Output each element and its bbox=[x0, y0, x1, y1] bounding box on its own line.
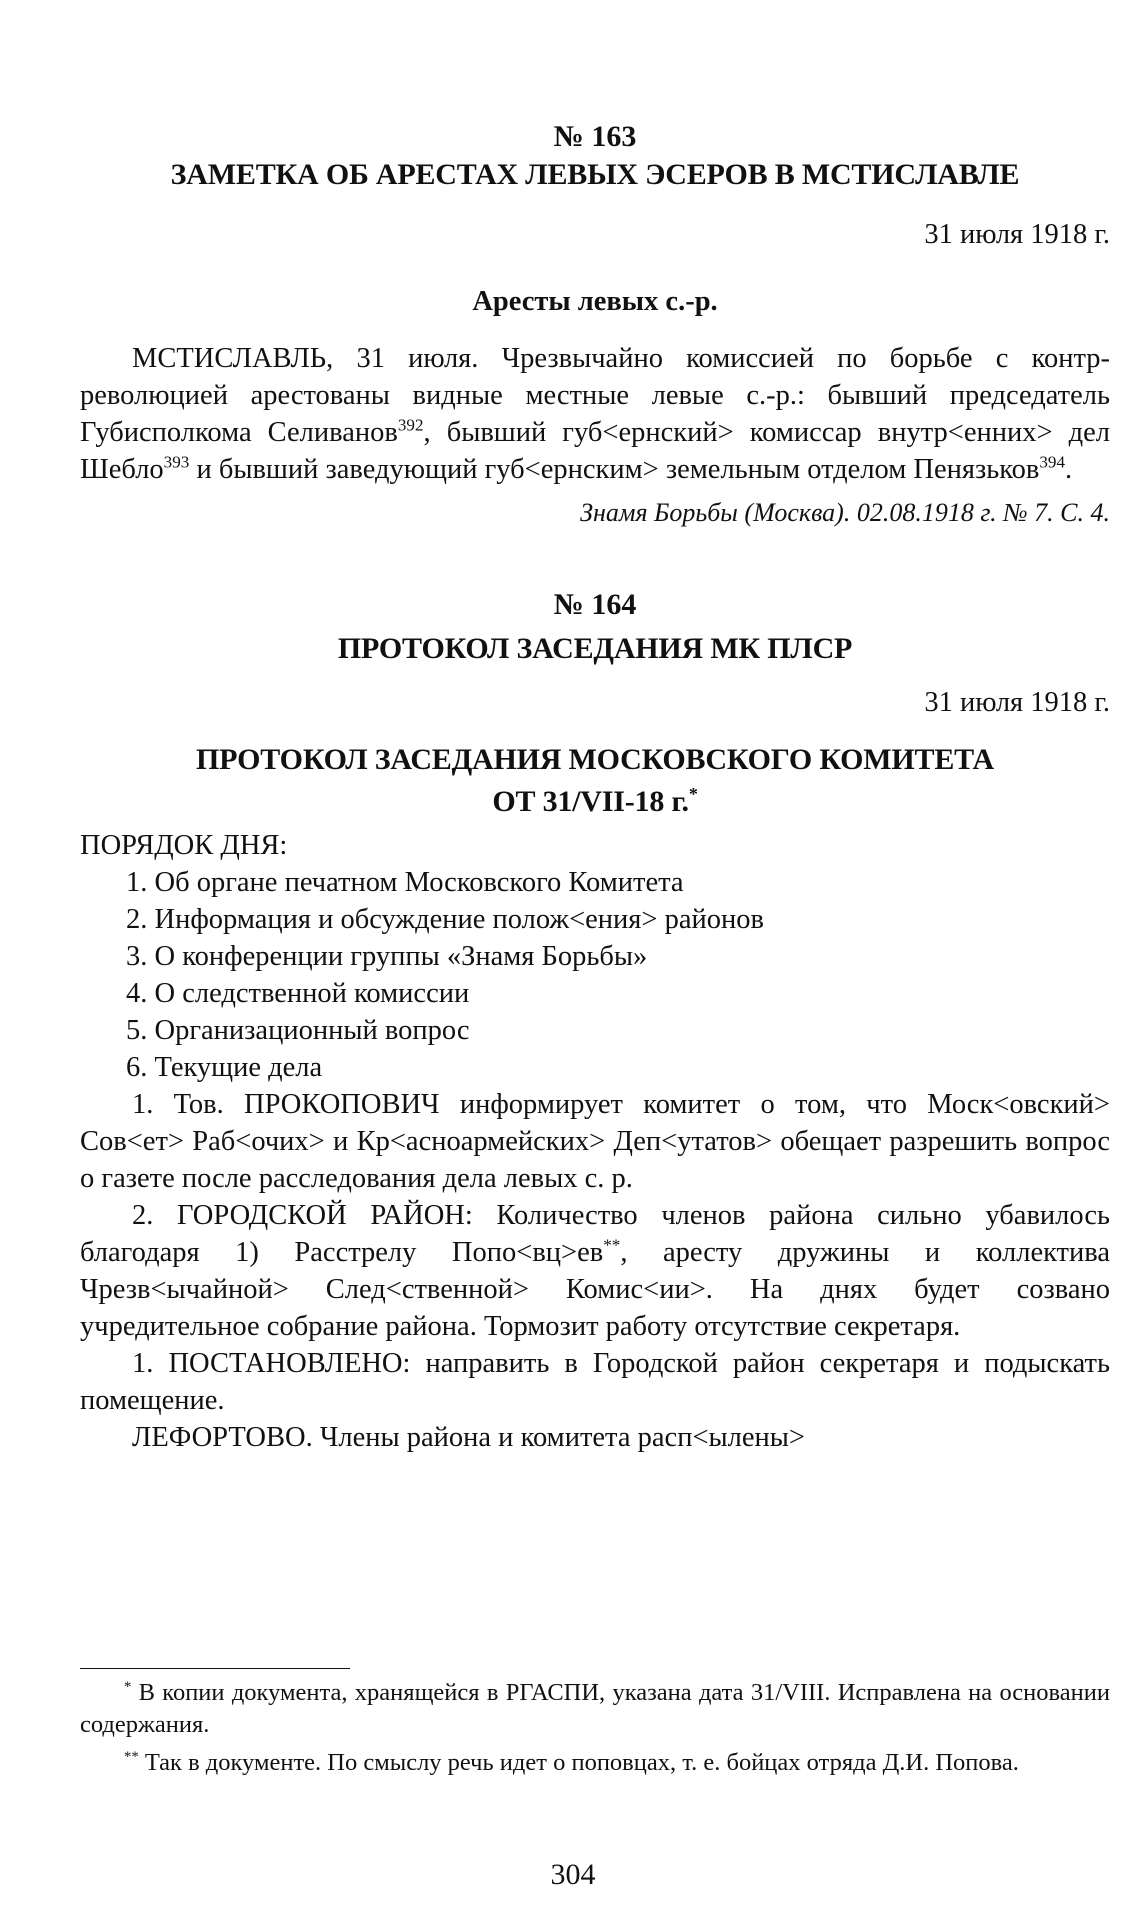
agenda-item: 6. Текущие дела bbox=[126, 1052, 323, 1083]
paragraph-lefortovo: ЛЕФОРТОВО. Члены района и комитета расп<ылены> bbox=[132, 1422, 806, 1453]
doc163-date: 31 июля 1918 г. bbox=[924, 219, 1110, 250]
note-ref-394: 394 bbox=[1039, 452, 1066, 472]
agenda-list bbox=[80, 864, 1110, 1086]
footnote-ref-1: * bbox=[688, 784, 698, 804]
protocol-title-line1: ПРОТОКОЛ ЗАСЕДАНИЯ МОСКОВСКОГО КОМИТЕТА bbox=[196, 743, 994, 776]
paragraph-resolution: 1. ПОСТАНОВЛЕНО: направить в Городской район секретаря и подыскать помещение. bbox=[80, 1348, 1110, 1416]
footnote-1-text: В копии документа, хранящейся в РГАСПИ, указана дата 31/VIII. Исправлена на основании содержания. bbox=[80, 1679, 1110, 1738]
agenda-item: 1. Об органе печатном Московского Комитета bbox=[126, 867, 684, 898]
doc164-title: ПРОТОКОЛ ЗАСЕДАНИЯ МК ПЛСР bbox=[337, 632, 853, 665]
doc163-body bbox=[80, 340, 1110, 488]
footnotes bbox=[80, 1668, 1110, 1785]
paragraph-prokopovich: 1. Тов. ПРОКОПОВИЧ информирует комитет о том, что Моск<овский> Сов<ет> Раб<очих> и Кр<асноармейских> Деп<утатов> обещает разрешить вопрос о газете после расследования дела левых с. р. bbox=[80, 1089, 1110, 1194]
note-ref-393: 393 bbox=[163, 452, 190, 472]
protocol-title-line2 bbox=[80, 783, 1110, 821]
agenda-heading: ПОРЯДОК ДНЯ: bbox=[80, 830, 288, 861]
doc163-body-text-4: . bbox=[1065, 454, 1073, 485]
doc164-date: 31 июля 1918 г. bbox=[924, 687, 1110, 718]
protocol-date-text: ОТ 31/VII-18 г. bbox=[492, 785, 689, 818]
agenda-item: 2. Информация и обсуждение полож<ения> районов bbox=[126, 904, 764, 935]
footnote-2-mark: ** bbox=[124, 1748, 139, 1765]
doc163-body-text-2: , бывший губ<ернский> комиссар внутр<енних> дел Шебло bbox=[80, 417, 1110, 485]
doc163-number: № 163 bbox=[553, 120, 637, 153]
footnote-1 bbox=[80, 1677, 1110, 1741]
footnote-divider bbox=[80, 1668, 350, 1669]
paragraph-city-district bbox=[80, 1197, 1110, 1345]
page-number: 304 bbox=[550, 1858, 596, 1891]
footnote-2 bbox=[80, 1747, 1110, 1779]
note-ref-392: 392 bbox=[397, 415, 424, 435]
doc163-body-text-3: и бывший заведующий губ<ернским> земельным отделом Пенязьков bbox=[189, 454, 1040, 485]
agenda-item: 5. Организационный вопрос bbox=[126, 1015, 470, 1046]
footnote-ref-2: ** bbox=[603, 1235, 621, 1255]
agenda-item: 4. О следственной комиссии bbox=[126, 978, 470, 1009]
doc163-body-text-1: МСТИСЛАВЛЬ, 31 июля. Чрезвычайно комиссией по борьбе с контр-революцией арестованы видные местные левые с.-р.: бывший председатель Губисполкома Селиванов bbox=[80, 343, 1110, 448]
doc163-heading: Аресты левых с.-р. bbox=[472, 286, 718, 317]
footnote-1-mark: * bbox=[124, 1678, 132, 1695]
city-district-text-1: 2. ГОРОДСКОЙ РАЙОН: Количество членов района сильно убавилось благодаря 1) Расстрелу Попо<вц>ев bbox=[80, 1200, 1110, 1268]
doc163-title: ЗАМЕТКА ОБ АРЕСТАХ ЛЕВЫХ ЭСЕРОВ В МСТИСЛАВЛЕ bbox=[170, 158, 1020, 191]
city-district-text-2: , аресту дружины и коллектива Чрезв<ычайной> След<ственной> Комис<ии>. На днях будет созвано учредительное собрание района. Тормозит работу отсутствие секретаря. bbox=[80, 1237, 1110, 1342]
footnote-2-text: Так в документе. По смыслу речь идет о поповцах, т. е. бойцах отряда Д.И. Попова. bbox=[144, 1749, 1019, 1776]
doc164-number: № 164 bbox=[553, 588, 637, 621]
agenda-item: 3. О конференции группы «Знамя Борьбы» bbox=[126, 941, 648, 972]
page-content bbox=[80, 118, 1110, 1456]
doc163-source: Знамя Борьбы (Москва). 02.08.1918 г. № 7. С. 4. bbox=[580, 498, 1110, 527]
